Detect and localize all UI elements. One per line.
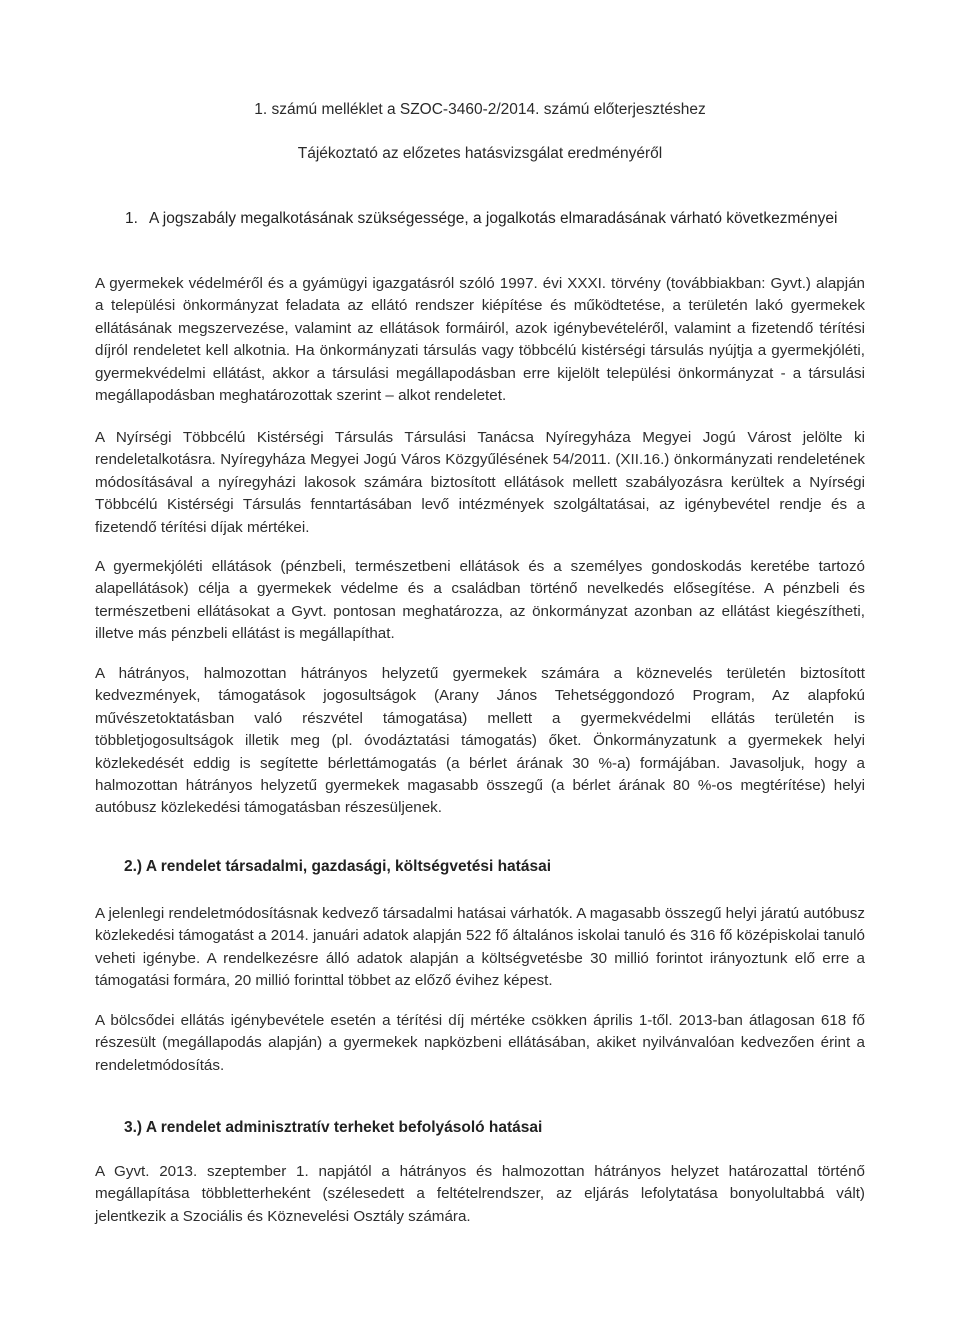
section-1-paragraph-2: A Nyírségi Többcélú Kistérségi Társulás Társulási Tanácsa Nyíregyháza Megyei Jogú Várost jelölte ki rendeletalkotásra. Nyíregyháza Megyei Jogú Város Közgyűlésének 54/2011. (XII.16.) önkormányzati rendeletének módosításával a nyíregyházi lakosok számára biztosított ellátások mellett szabályozásra kerültek a Nyírségi Többcélú Kistérségi Társulás fenntartásában levő intézmények szolgáltatásai, az igénybevétel rendje és a fizetendő térítési díjak mértékei. (95, 429, 865, 536)
section-3-heading-text: A rendelet adminisztratív terheket befolyásoló hatásai (145, 1119, 543, 1136)
section-2-heading-text: A rendelet társadalmi, gazdasági, költségvetési hatásai (145, 858, 552, 875)
section-3-paragraph-1: A Gyvt. 2013. szeptember 1. napjától a hátrányos és halmozottan hátrányos helyzet határozattal történő megállapítása többletterheként (szélesedett a feltételrendszer, az eljárás lefolytatása bonyolultabbá vált) jelentkezik a Szociális és Köznevelési Osztály számára. (95, 1163, 865, 1225)
section-1-heading-text: A jogszabály megalkotásának szükségessége, a jogalkotás elmaradásának várható következményei (149, 210, 838, 227)
section-3-heading (124, 1117, 542, 1139)
section-1-paragraph-3: A gyermekjóléti ellátások (pénzbeli, természetbeni ellátások és a személyes gondoskodás keretébe tartozó alapellátások) célja a gyermekek védelme és a családban történő nevelkedés elősegítése. A pénzbeli és természetbeni ellátásokat a Gyvt. pontosan meghatározza, az önkormányzat azonban az ellátást kiegészítheti, illetve más pénzbeli ellátást is megállapíthat. (95, 558, 865, 643)
document-title: Tájékoztató az előzetes hatásvizsgálat eredményéről (297, 145, 663, 162)
section-1-paragraph-4: A hátrányos, halmozottan hátrányos helyzetű gyermekek számára a köznevelés területén biztosított kedvezmények, támogatások jogosultságok (Arany János Tehetséggondozó Program, Az alapfokú művészetoktatásban való részvétel támogatása) mellett a gyermekvédelmi ellátás területén is többletjogosultságok illetik meg (pl. óvodáztatási támogatás) őket. Önkormányzatunk a gyermekek helyi közlekedését eddig is segítette bérlettámogatás (a bérlet árának 30 %-a) formájában. Javasoljuk, hogy a halmozottan hátrányos helyzetű gyermekek magasabb összegű (a bérlet árának 80 %-os megtérítése) helyi autóbusz közlekedési támogatásban részesüljenek. (95, 665, 865, 817)
section-2-paragraph-1: A jelenlegi rendeletmódosításnak kedvező társadalmi hatásai várhatók. A magasabb összegű helyi járatú autóbusz közlekedési támogatást a 2014. januári adatok alapján 522 fő általános iskolai tanuló és 316 fő középiskolai tanuló veheti igénybe. A rendelkezésre álló adatok alapján a költségvetésbe 30 millió forintot irányoztunk elő erre a támogatási formára, 20 millió forinttal többet az előző évihez képest. (95, 905, 865, 990)
section-2-heading (124, 856, 551, 878)
section-3-number: 3.) (124, 1119, 143, 1136)
section-1-paragraph-1: A gyermekek védelméről és a gyámügyi igazgatásról szóló 1997. évi XXXI. törvény (továbbiakban: Gyvt.) alapján a települési önkormányzat feladata az ellátó rendszer kiépítése és működtetése, a területén lakó gyermekek ellátásának megszervezése, valamint az ellátások formáiról, azok igénybevételéről, valamint a fizetendő térítési díjról rendeletet kell alkotnia. Ha önkormányzati társulás vagy többcélú kistérségi társulás nyújtja a gyermekjóléti, gyermekvédelmi ellátást, akkor a társulási megállapodásban erre kijelölt települési önkormányzat - a társulási megállapodásban meghatározottak szerint – alkot rendeletet. (95, 275, 865, 405)
section-1-heading (125, 208, 867, 230)
section-2-number: 2.) (124, 858, 143, 875)
section-2-paragraph-2: A bölcsődei ellátás igénybevétele esetén a térítési díj mértéke csökken április 1-től. 2013-ban átlagosan 618 fő részesült (megállapodás alapján) a gyermekek napközbeni ellátásában, akiket nyilvánvalóan kedvezően érint a rendeletmódosítás. (95, 1012, 865, 1074)
attachment-reference: 1. számú melléklet a SZOC-3460-2/2014. számú előterjesztéshez (254, 101, 706, 118)
section-1-number: 1. (125, 210, 138, 227)
